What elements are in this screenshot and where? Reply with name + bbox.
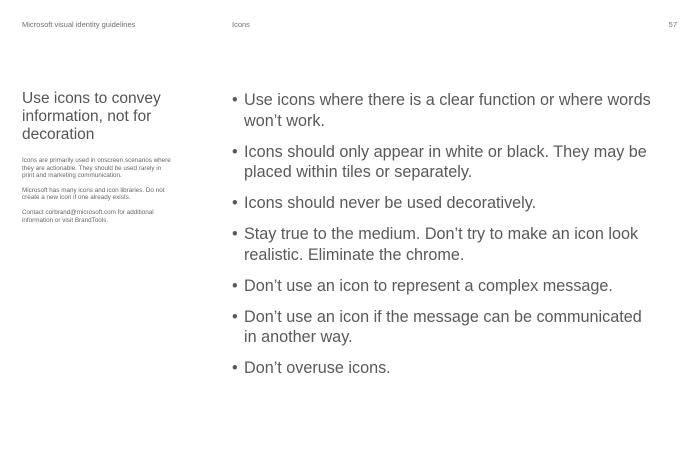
list-item <box>232 224 652 265</box>
guideline-list <box>232 90 652 389</box>
bullet-icon: • <box>232 91 238 109</box>
sidebar-heading: Use icons to convey information, not for decoration <box>22 90 161 143</box>
list-item <box>232 142 652 183</box>
list-item <box>232 307 652 348</box>
sidebar-paragraph: Icons are primarily used in onscreen scenarios where they are actionable. They should be used rarely in print and marketing communication. <box>22 157 171 180</box>
list-item-text: Icons should never be used decoratively. <box>244 194 537 212</box>
list-item-text: Don’t use an icon if the message can be communicated in another way. <box>244 307 642 346</box>
bullet-icon: • <box>232 142 238 161</box>
list-item-text: Icons should only appear in white or black. They may be placed within tiles or separately. <box>244 142 647 181</box>
section-title: Icons <box>232 20 250 29</box>
sidebar <box>22 90 172 231</box>
bullet-icon: • <box>232 194 238 212</box>
bullet-icon: • <box>232 276 238 295</box>
bullet-icon: • <box>232 307 238 326</box>
list-item <box>232 358 652 379</box>
bullet-icon: • <box>232 225 238 243</box>
list-item-text: Stay true to the medium. Don’t try to make an icon look realistic. Eliminate the chrome. <box>244 225 639 264</box>
page-number: 57 <box>668 20 677 29</box>
bullet-icon: • <box>232 359 238 377</box>
list-item <box>232 276 652 297</box>
list-item-text: Use icons where there is a clear function or where words won’t work. <box>244 91 651 130</box>
list-item-text: Don’t use an icon to represent a complex message. <box>244 276 613 295</box>
document-title: Microsoft visual identity guidelines <box>22 20 136 29</box>
list-item <box>232 90 652 131</box>
sidebar-paragraph: Contact corbrand@microsoft.com for additional information or visit BrandTools. <box>22 208 154 224</box>
list-item-text: Don’t overuse icons. <box>244 359 391 377</box>
list-item <box>232 193 652 214</box>
sidebar-paragraph: Microsoft has many icons and icon libraries. Do not create a new icon if one already exists. <box>22 186 165 202</box>
